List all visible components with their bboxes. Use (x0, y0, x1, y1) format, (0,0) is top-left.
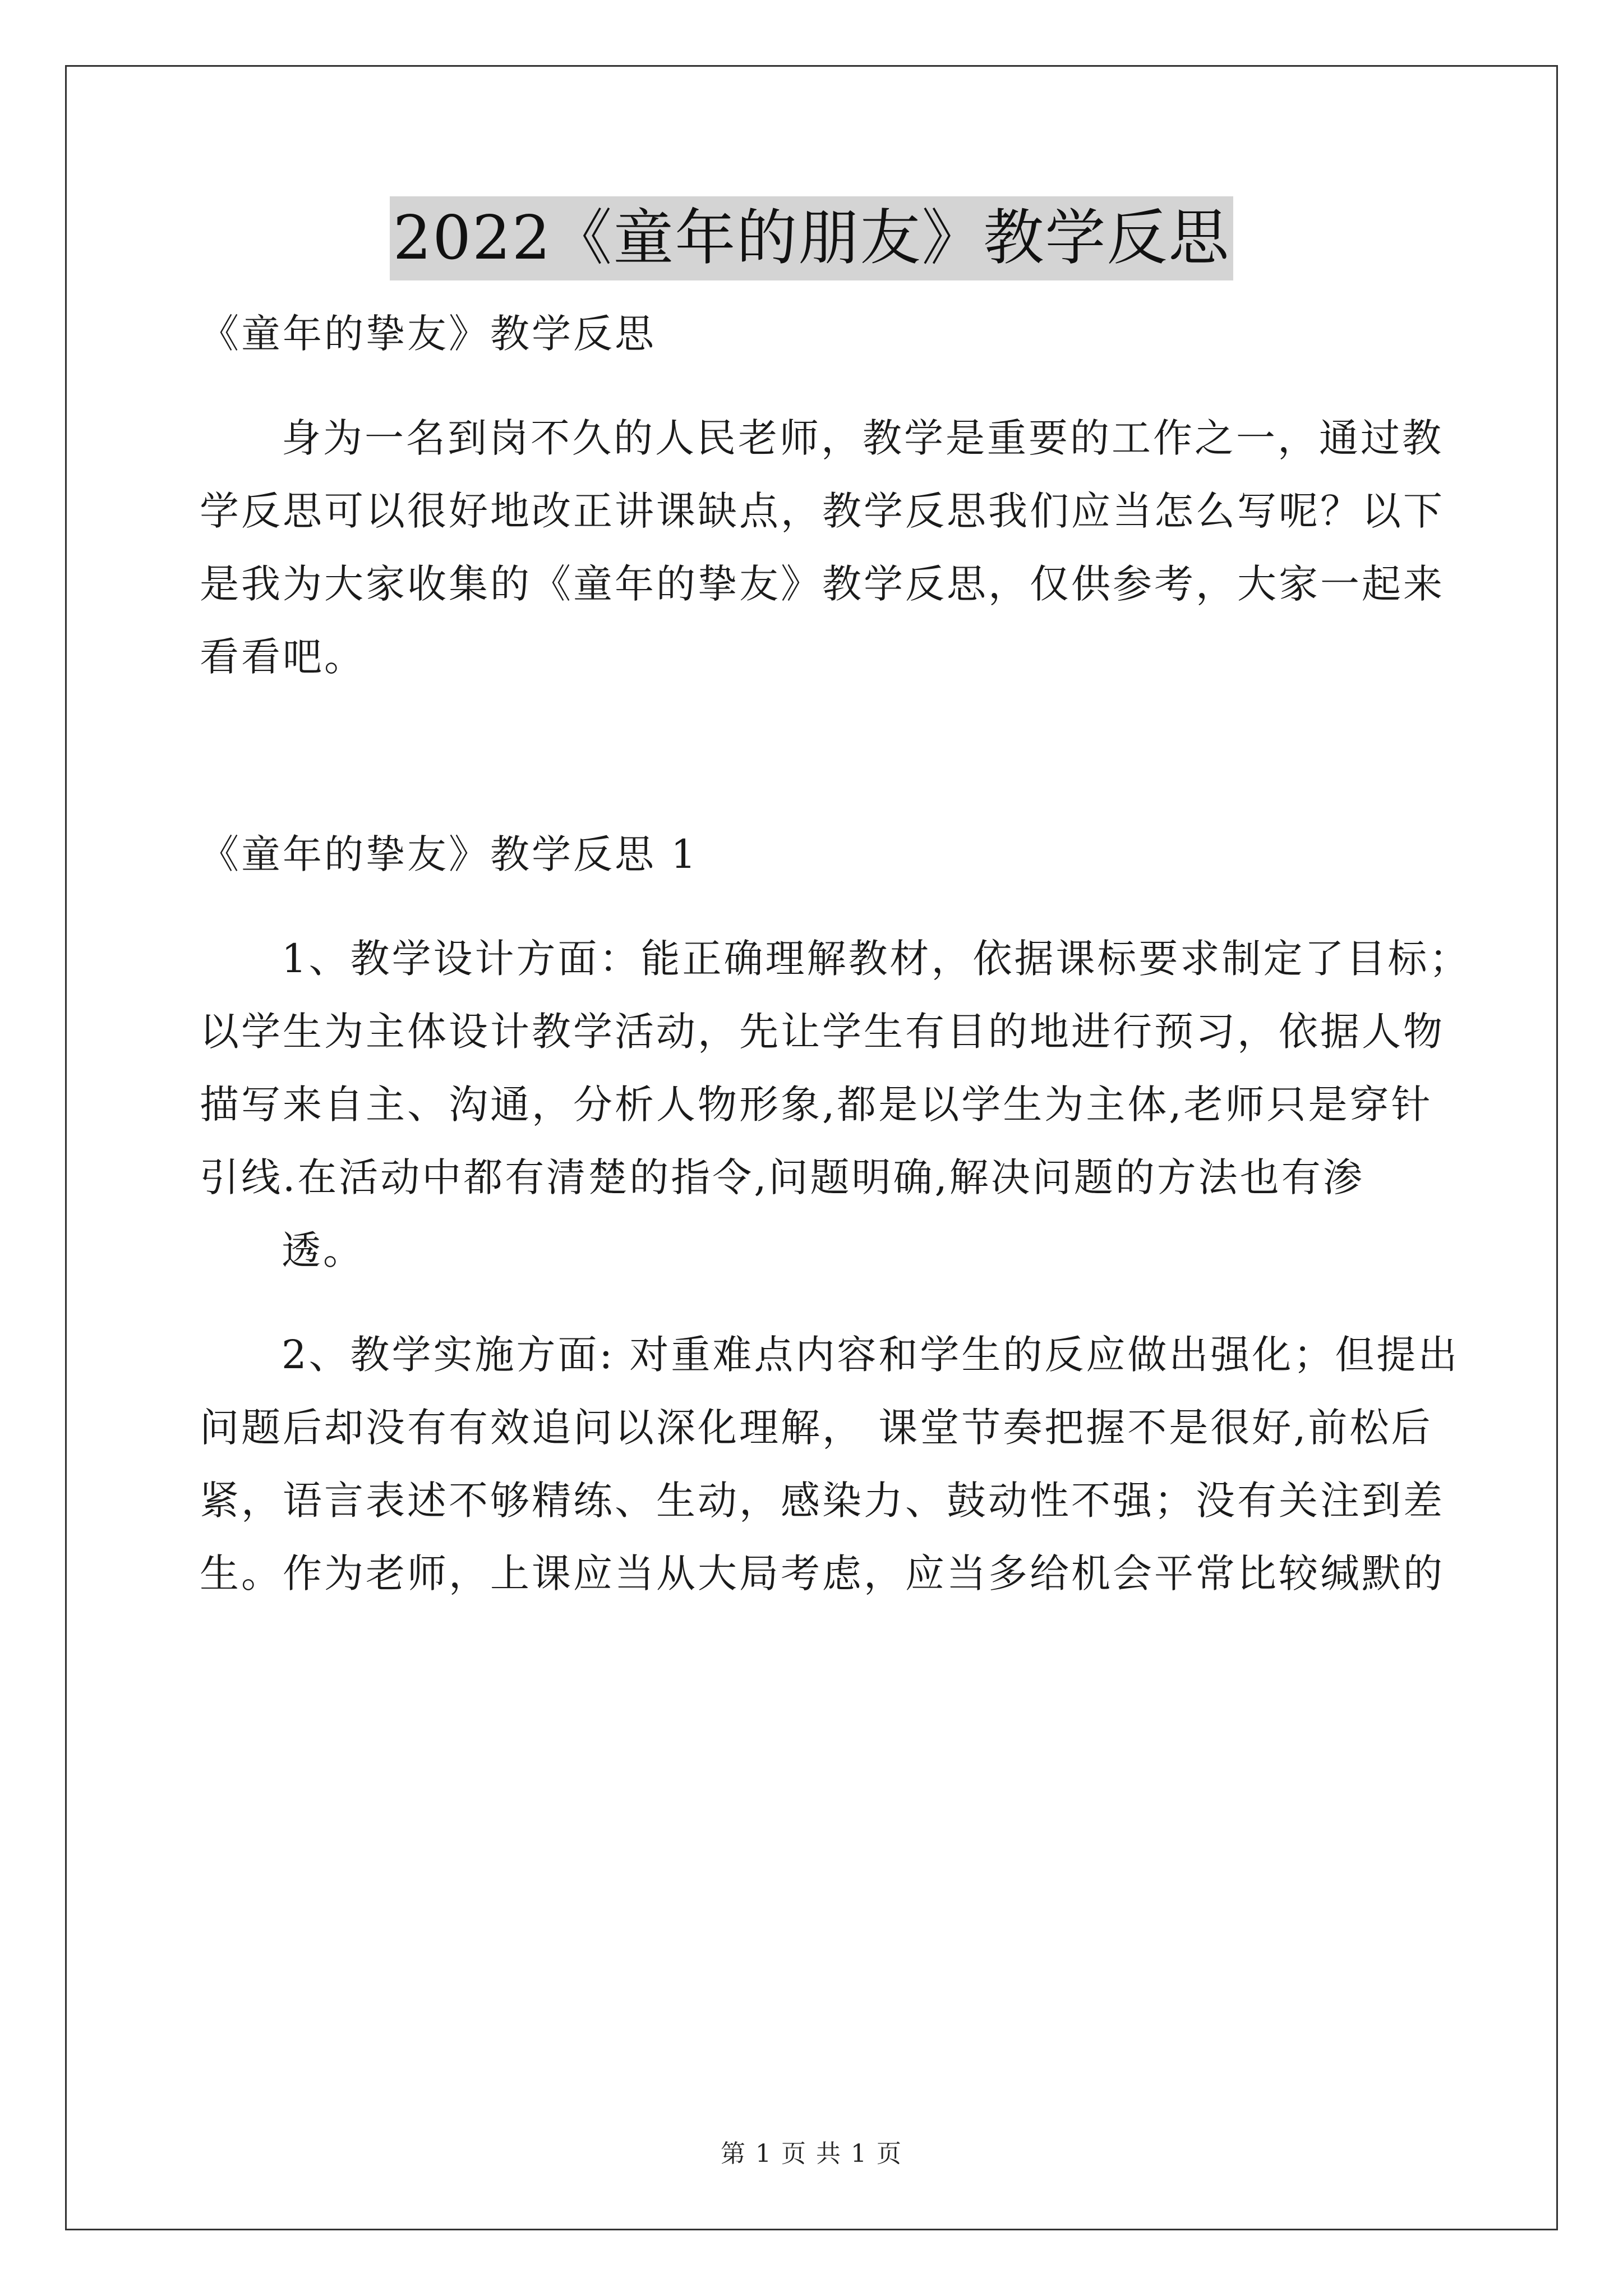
paragraph-line: 2、教学实施方面: 对重难点内容和学生的反应做出强化；但提出 (282, 1332, 1460, 1378)
intro-line-4: 看看吧。 (200, 634, 366, 680)
paragraph-line: 以学生为主体设计教学活动，先让学生有目的地进行预习，依据人物 (200, 1009, 1445, 1055)
page-footer: 第 1 页 共 1 页 (721, 2139, 902, 2168)
paragraph-line: 透。 (282, 1227, 365, 1273)
intro-line-3: 是我为大家收集的《童年的挚友》教学反思，仅供参考，大家一起来 (200, 561, 1445, 607)
subtitle-line: 《童年的挚友》教学反思 (200, 311, 656, 357)
paragraph-line: 紧，语言表述不够精练、生动，感染力、鼓动性不强；没有关注到差 (200, 1478, 1445, 1524)
title-container (0, 196, 1623, 280)
document-body (200, 311, 1471, 1596)
intro-line-2: 学反思可以很好地改正讲课缺点，教学反思我们应当怎么写呢？以下 (200, 488, 1445, 534)
intro-line-1: 身为一名到岗不久的人民老师，教学是重要的工作之一，通过教 (282, 415, 1444, 461)
paragraph-line: 生。作为老师，上课应当从大局考虑，应当多给机会平常比较缄默的 (200, 1550, 1445, 1596)
paragraph-line: 引线.在活动中都有清楚的指令,问题明确,解决问题的方法也有渗 (200, 1154, 1364, 1200)
paragraph-line: 1、教学设计方面：能正确理解教材，依据课标要求制定了目标； (282, 936, 1471, 982)
section-heading: 《童年的挚友》教学反思 1 (200, 831, 698, 877)
document-title: 2022《童年的朋友》教学反思 (390, 196, 1234, 280)
paragraph-line: 问题后却没有有效追问以深化理解， 课堂节奏把握不是很好,前松后 (200, 1405, 1433, 1451)
paragraph-line: 描写来自主、沟通，分析人物形象,都是以学生为主体,老师只是穿针 (200, 1082, 1433, 1128)
